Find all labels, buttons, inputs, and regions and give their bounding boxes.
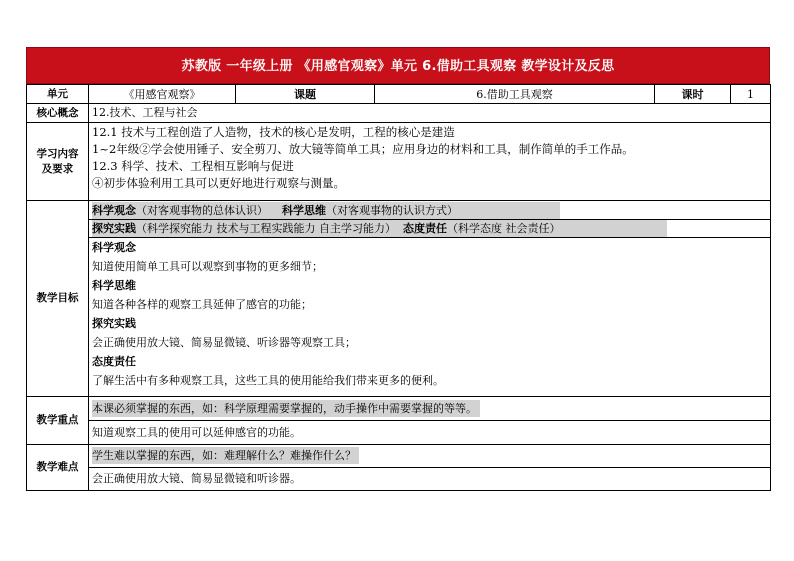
objectives-label: 教学目标	[27, 201, 89, 397]
objective-heading: 探究实践	[92, 317, 136, 330]
learning-line: 12.1 技术与工程创造了人造物，技术的核心是发明，工程的核心是建造	[92, 125, 455, 139]
lesson-plan-table	[26, 84, 771, 491]
learning-label: 学习内容 及要求	[27, 123, 89, 201]
objective-heading: 态度责任	[92, 355, 136, 368]
period-label: 课时	[655, 85, 731, 104]
learning-row	[27, 123, 771, 201]
title-banner: 苏教版 一年级上册 《用感官观察》单元 6.借助工具观察 教学设计及反思	[26, 47, 770, 84]
key-points-hint: 本课必须掌握的东西，如：科学原理需要掌握的，动手操作中需要掌握的等等。	[92, 400, 480, 417]
difficulties-label: 教学难点	[27, 445, 89, 491]
objectives-items	[89, 237, 770, 390]
lesson-plan-sheet	[26, 47, 770, 491]
objectives-legend-2: 探究实践（科学探究能力 技术与工程实践能力 自主学习能力） 态度责任（科学态度 社会责任）	[89, 219, 770, 237]
key-points-row	[27, 397, 771, 445]
key-points-text: 知道观察工具的使用可以延伸感官的功能。	[89, 420, 770, 441]
key-points-content	[89, 397, 771, 445]
learning-content	[89, 123, 771, 201]
core-concept-row	[27, 104, 771, 123]
difficulties-row	[27, 445, 771, 491]
learning-line: ④初步体验利用工具可以更好地进行观察与测量。	[92, 176, 345, 190]
objectives-legend-1: 科学观念（对客观事物的总体认识） 科学思维（对客观事物的认识方式）	[92, 202, 767, 219]
objectives-row	[27, 201, 771, 397]
objective-text: 知道使用简单工具可以观察到事物的更多细节；	[92, 260, 323, 273]
topic-label: 课题	[236, 85, 375, 104]
objective-text: 知道各种各样的观察工具延伸了感官的功能；	[92, 298, 312, 311]
header-row	[27, 85, 771, 104]
difficulties-content	[89, 445, 771, 491]
objective-heading: 科学思维	[92, 279, 136, 292]
unit-value: 《用感官观察》	[89, 85, 236, 104]
objective-heading: 科学观念	[92, 241, 136, 254]
difficulties-hint: 学生难以掌握的东西，如：难理解什么？难操作什么？	[92, 447, 359, 464]
core-concept-value: 12.技术、工程与社会	[89, 104, 771, 123]
core-concept-label: 核心概念	[27, 104, 89, 123]
objective-text: 了解生活中有多种观察工具，这些工具的使用能给我们带来更多的便利。	[92, 374, 444, 387]
objectives-content	[89, 201, 771, 397]
learning-line: 12.3 科学、技术、工程相互影响与促进	[92, 159, 294, 173]
difficulties-text: 会正确使用放大镜、简易显微镜和听诊器。	[89, 467, 770, 487]
unit-label: 单元	[27, 85, 89, 104]
objective-text: 会正确使用放大镜、简易显微镜、听诊器等观察工具；	[92, 336, 356, 349]
topic-value: 6.借助工具观察	[375, 85, 655, 104]
period-value: 1	[731, 85, 771, 104]
learning-line: 1~2年级②学会使用锤子、安全剪刀、放大镜等简单工具；应用身边的材料和工具，制作简单的手工作品。	[92, 142, 634, 156]
key-points-label: 教学重点	[27, 397, 89, 445]
